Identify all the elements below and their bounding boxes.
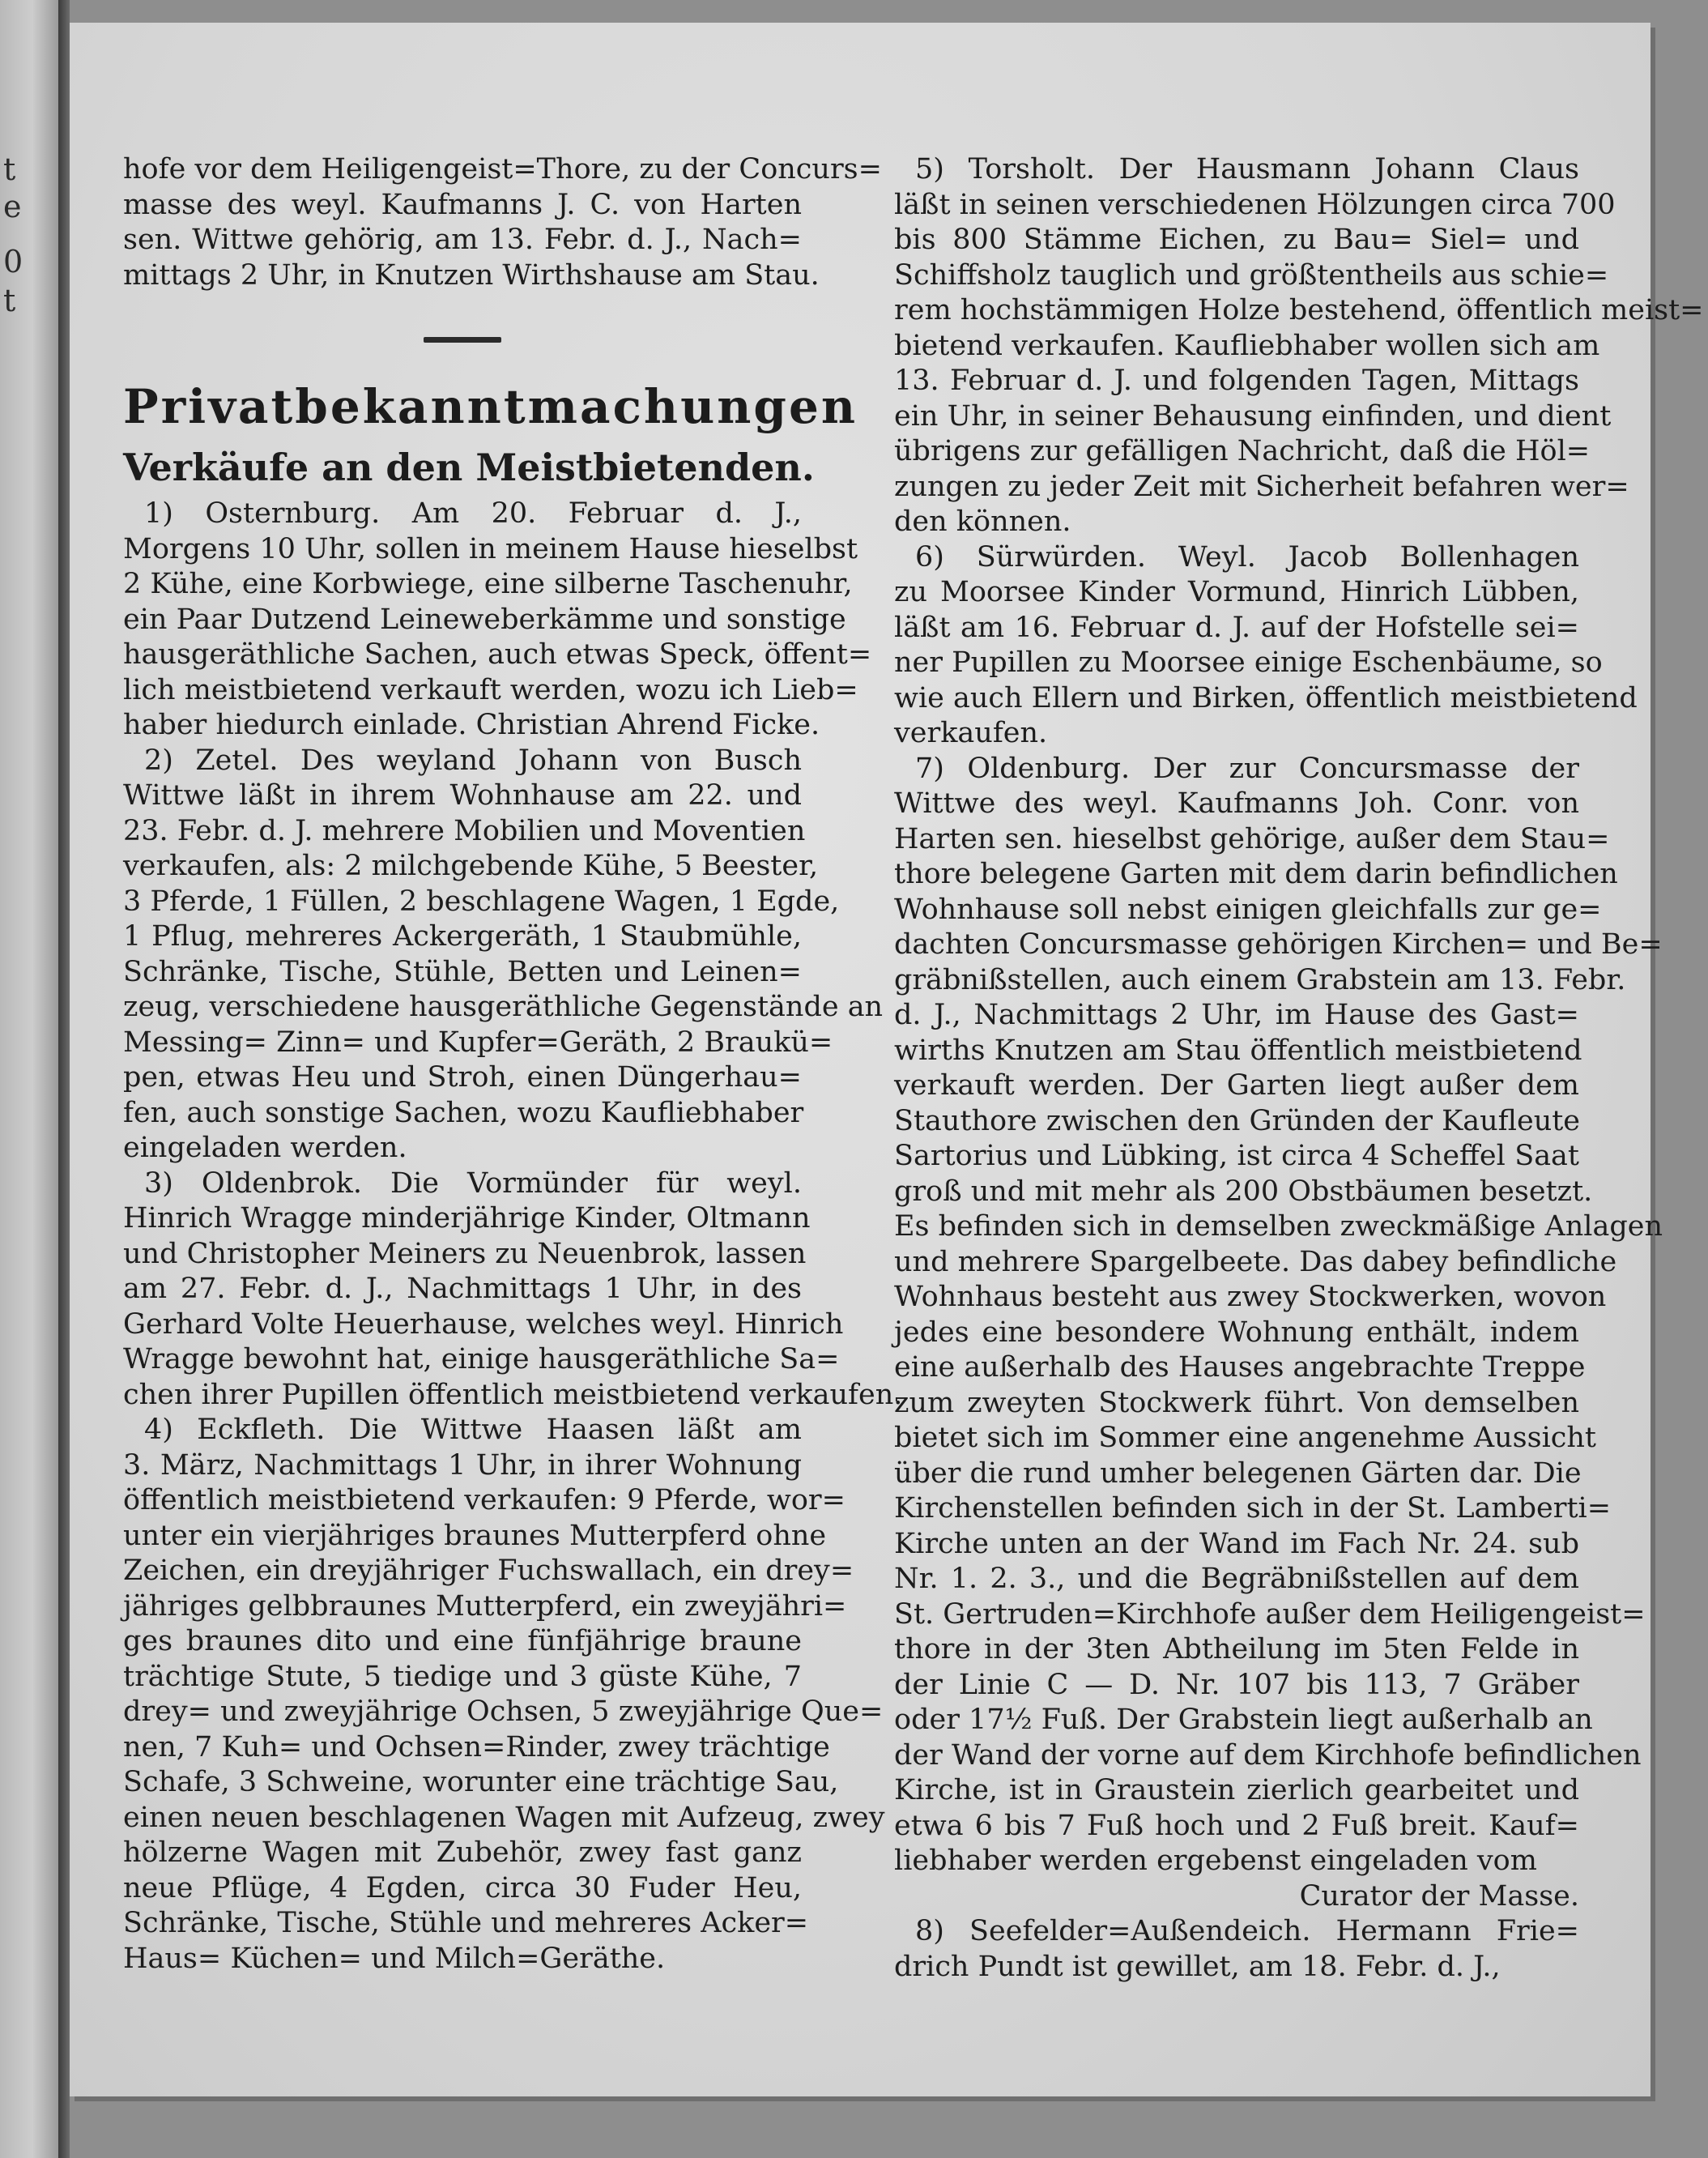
text-line: 3) Oldenbrok. Die Vormünder für weyl. [144,1166,802,1200]
text-line: ein Paar Dutzend Leineweberkämme und sonstige [123,603,846,636]
text-line: läßt in seinen verschiedenen Hölzungen circa 700 [894,188,1616,221]
text-line: masse des weyl. Kaufmanns J. C. von Harten [123,188,802,221]
text-line: verkaufen, als: 2 milchgebende Kühe, 5 Beester, [123,850,819,882]
text-line: Schränke, Tische, Stühle, Betten und Leinen= [123,955,802,988]
text-line: chen ihrer Pupillen öffentlich meistbietend verkaufen. [123,1378,903,1411]
text-line: lich meistbietend verkauft werden, wozu ich Lieb= [123,673,858,706]
text-line: 3 Pferde, 1 Füllen, 2 beschlagene Wagen, 1 Egde, [123,885,840,918]
text-line: hölzerne Wagen mit Zubehör, zwey fast ganz [123,1836,802,1869]
text-line: drich Pundt ist gewillet, am 18. Febr. d. J., [894,1950,1501,1983]
text-line: und mehrere Spargelbeete. Das dabey befindliche [894,1245,1617,1278]
text-line: zum zweyten Stockwerk führt. Von demselben [894,1386,1579,1419]
section-divider [424,337,501,343]
text-line: jedes eine besondere Wohnung enthält, indem [894,1316,1579,1349]
text-line: drey= und zweyjährige Ochsen, 5 zweyjährige Que= [123,1695,884,1728]
text-line: Kirche, ist in Graustein zierlich gearbeitet und [894,1774,1579,1806]
section-subtitle: Verkäufe an den Meistbietenden. [123,446,815,489]
newspaper-page [70,23,1704,2096]
text-line: Schränke, Tische, Stühle und mehreres Acker= [123,1907,809,1939]
text-line: groß und mit mehr als 200 Obstbäumen besetzt. [894,1175,1593,1208]
text-line: einen neuen beschlagenen Wagen mit Aufzeug, zwey [123,1801,885,1834]
text-line: Kirchenstellen befinden sich in der St. Lamberti= [894,1492,1612,1525]
text-line: bietend verkaufen. Kaufliebhaber wollen sich am [894,329,1600,362]
text-line: 6) Sürwürden. Weyl. Jacob Bollenhagen [915,540,1579,574]
text-line: Morgens 10 Uhr, sollen in meinem Hause hieselbst [123,532,858,565]
section-title: Privatbekanntmachungen [123,379,858,434]
text-line: Es befinden sich in demselben zweckmäßige Anlagen [894,1210,1663,1243]
text-line: thore in der 3ten Abtheilung im 5ten Felde in [894,1633,1579,1665]
text-line: Harten sen. hieselbst gehörige, außer dem Stau= [894,822,1610,855]
prev-page-fragment: 0 [3,244,23,279]
text-line: und Christopher Meiners zu Neuenbrok, lassen [123,1237,807,1270]
text-line: bis 800 Stämme Eichen, zu Bau= Siel= und [894,224,1579,256]
text-line: verkauft werden. Der Garten liegt außer dem [894,1069,1579,1102]
text-line: 5) Torsholt. Der Hausmann Johann Claus [915,153,1579,186]
text-line: Messing= Zinn= und Kupfer=Geräth, 2 Braukü= [123,1026,833,1059]
text-line: 8) Seefelder=Außendeich. Hermann Frie= [915,1915,1579,1947]
text-line: wirths Knutzen am Stau öffentlich meistbietend [894,1034,1582,1067]
text-line: oder 17½ Fuß. Der Grabstein liegt außerhalb an [894,1704,1593,1736]
text-line: 1) Osternburg. Am 20. Februar d. J., [144,497,802,530]
text-line: Stauthore zwischen den Gründen der Kaufleute [894,1104,1581,1137]
text-line: Hinrich Wragge minderjährige Kinder, Oltmann [123,1202,811,1235]
prev-page-fragment: e [3,189,22,224]
text-line: 1 Pflug, mehreres Ackergeräth, 1 Staubmühle, [123,920,802,953]
text-line: den können. [894,505,1071,538]
text-line: der Linie C — D. Nr. 107 bis 113, 7 Gräber [894,1668,1579,1701]
previous-page-edge [0,0,58,2158]
text-line: thore belegene Garten mit dem darin befindlichen [894,858,1618,890]
text-line: am 27. Febr. d. J., Nachmittags 1 Uhr, in des [123,1273,802,1305]
text-line: nen, 7 Kuh= und Ochsen=Rinder, zwey trächtige [123,1730,830,1764]
text-line: hofe vor dem Heiligengeist=Thore, zu der Concurs= [123,153,882,186]
text-line: öffentlich meistbietend verkaufen: 9 Pferde, wor= [123,1484,845,1516]
text-line: pen, etwas Heu und Stroh, einen Düngerhau= [123,1061,802,1094]
text-line: Wittwe des weyl. Kaufmanns Joh. Conr. von [894,787,1579,820]
text-line: verkaufen. [894,717,1048,749]
text-line: St. Gertruden=Kirchhofe außer dem Heiligengeist= [894,1597,1646,1631]
text-line: Schafe, 3 Schweine, worunter eine trächtige Sau, [123,1766,839,1798]
text-line: Nr. 1. 2. 3., und die Begräbnißstellen auf dem [894,1563,1579,1595]
left-column [123,152,903,1977]
text-line: eingeladen werden. [123,1132,407,1164]
text-line: eine außerhalb des Hauses angebrachte Treppe [894,1351,1586,1384]
text-line: Gerhard Volte Heuerhause, welches weyl. Hinrich [123,1307,844,1341]
text-line: d. J., Nachmittags 2 Uhr, im Hause des Gast= [894,999,1579,1031]
text-line: haber hiedurch einlade. Christian Ahrend Ficke. [123,709,820,741]
text-line: Kirche unten an der Wand im Fach Nr. 24. sub [894,1527,1579,1560]
text-line: sen. Wittwe gehörig, am 13. Febr. d. J., Nach= [123,224,802,256]
text-line: mittags 2 Uhr, in Knutzen Wirthshause am Stau. [123,258,820,292]
book-gutter [58,0,70,2158]
text-line: Wohnhause soll nebst einigen gleichfalls zur ge= [894,893,1602,926]
text-line: läßt am 16. Februar d. J. auf der Hofstelle sei= [894,611,1579,644]
text-line: zungen zu jeder Zeit mit Sicherheit befahren wer= [894,470,1629,503]
text-line: 7) Oldenburg. Der zur Concursmasse der [915,752,1579,785]
prev-page-fragment: t [3,283,16,318]
text-line: unter ein vierjähriges braunes Mutterpferd ohne [123,1519,827,1552]
text-line: 4) Eckfleth. Die Wittwe Haasen läßt am [144,1414,802,1446]
right-column [894,152,1704,1985]
text-line: liebhaber werden ergebenst eingeladen vom [894,1845,1537,1877]
text-line: Curator der Masse. [1299,1879,1579,1913]
text-line: über die rund umher belegenen Gärten dar. Die [894,1456,1582,1490]
text-line: 2 Kühe, eine Korbwiege, eine silberne Taschenuhr, [123,568,853,600]
text-line: gräbnißstellen, auch einem Grabstein am 13. Febr. [894,963,1626,996]
text-line: fen, auch sonstige Sachen, wozu Kaufliebhaber [123,1096,804,1129]
text-line: 13. Februar d. J. und folgenden Tagen, Mittags [894,365,1579,397]
prev-page-fragment: t [3,151,16,187]
text-line: der Wand der vorne auf dem Kirchhofe befindlichen [894,1738,1642,1772]
text-line: dachten Concursmasse gehörigen Kirchen= und Be= [894,928,1663,961]
text-line: ner Pupillen zu Moorsee einige Eschenbäume, so [894,646,1603,679]
text-line: zu Moorsee Kinder Vormund, Hinrich Lübben, [894,576,1579,608]
text-line: hausgeräthliche Sachen, auch etwas Speck, öffent= [123,638,872,671]
text-line: Schiffsholz tauglich und größtentheils aus schie= [894,258,1609,292]
text-line: 23. Febr. d. J. mehrere Mobilien und Moventien [123,814,806,847]
text-line: ein Uhr, in seiner Behausung einfinden, und dient [894,399,1612,433]
text-line: ges braunes dito und eine fünfjährige braune [123,1625,802,1657]
text-line: rem hochstämmigen Holze bestehend, öffentlich meist= [894,294,1704,326]
text-line: Sartorius und Lübking, ist circa 4 Scheffel Saat [894,1140,1579,1172]
text-line: etwa 6 bis 7 Fuß hoch und 2 Fuß breit. Kauf= [894,1809,1579,1842]
text-line: trächtige Stute, 5 tiedige und 3 güste Kühe, 7 [123,1660,802,1693]
text-line: Haus= Küchen= und Milch=Geräthe. [123,1942,666,1975]
text-line: jähriges gelbbraunes Mutterpferd, ein zweyjähri= [123,1589,847,1623]
text-line: 2) Zetel. Des weyland Johann von Busch [144,744,802,777]
text-line: übrigens zur gefälligen Nachricht, daß die Höl= [894,435,1591,467]
text-line: bietet sich im Sommer eine angenehme Aussicht [894,1422,1596,1454]
text-line: Wittwe läßt in ihrem Wohnhause am 22. und [123,779,802,812]
text-line: neue Pflüge, 4 Egden, circa 30 Fuder Heu, [123,1871,802,1904]
text-line: wie auch Ellern und Birken, öffentlich meistbietend [894,681,1638,714]
text-line: Wohnhaus besteht aus zwey Stockwerken, wovon [894,1281,1607,1313]
text-line: Wragge bewohnt hat, einige hausgeräthliche Sa= [123,1343,840,1375]
text-line: zeug, verschiedene hausgeräthliche Gegenstände an [123,991,884,1023]
text-line: 3. März, Nachmittags 1 Uhr, in ihrer Wohnung [123,1448,802,1482]
text-line: Zeichen, ein dreyjähriger Fuchswallach, ein drey= [123,1555,854,1587]
